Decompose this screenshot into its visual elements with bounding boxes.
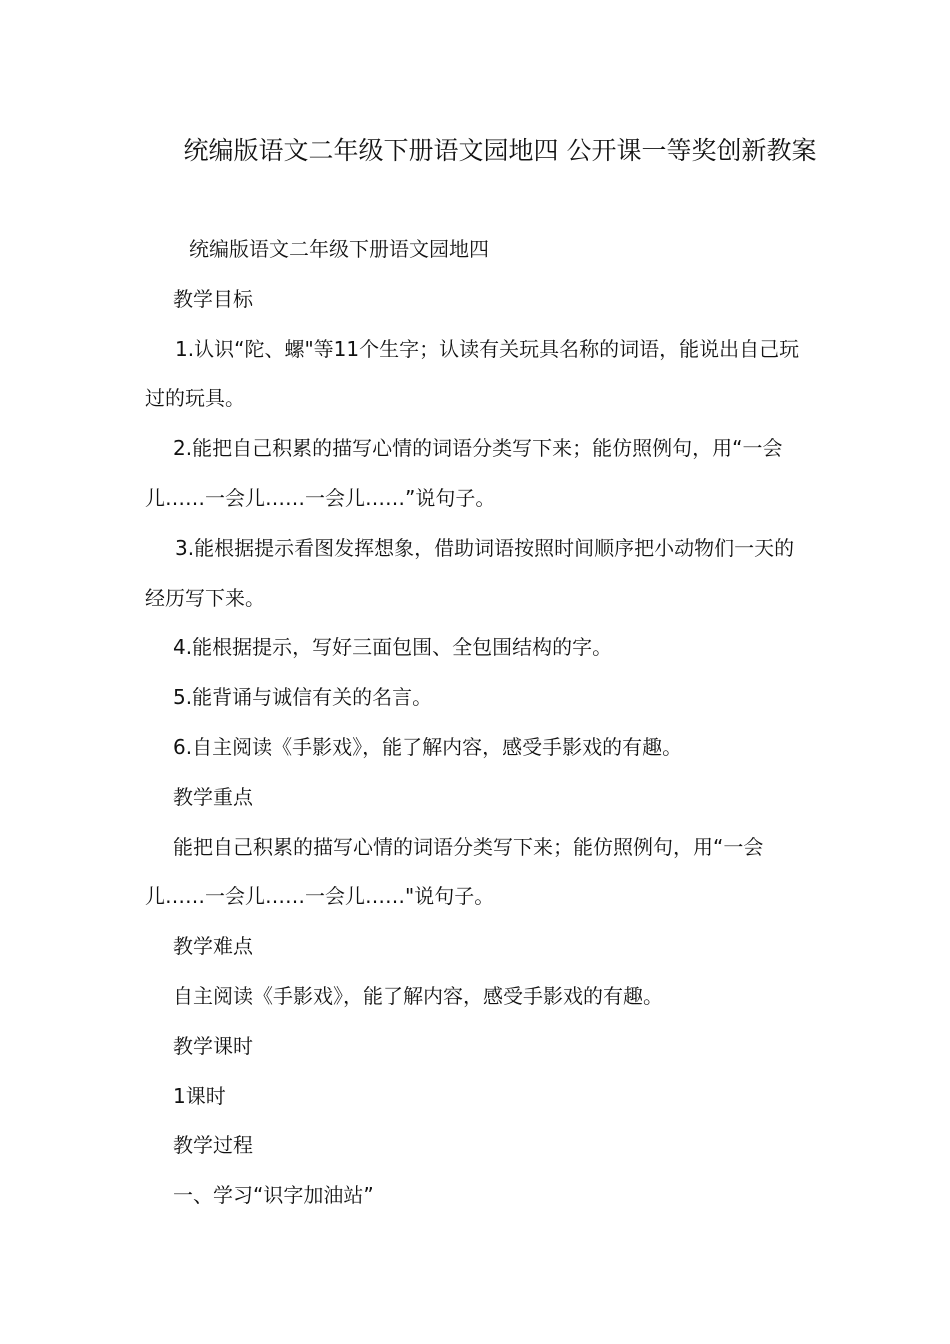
subtitle: 统编版语文二年级下册语文园地四 — [189, 237, 489, 261]
key-points-text: 能把自己积累的描写心情的词语分类写下来；能仿照例句，用“一会儿……一会儿……一会儿……"说句子。 — [145, 834, 764, 909]
section-heading-objectives: 教学目标 — [173, 286, 253, 311]
objective-3: 3.能根据提示看图发挥想象，借助词语按照时间顺序把小动物们一天的经历写下来。 — [145, 535, 795, 610]
objective-4: 4.能根据提示，写好三面包围、全包围结构的字。 — [173, 635, 613, 660]
section-heading-difficulties: 教学难点 — [173, 934, 253, 959]
periods-text: 1课时 — [173, 1083, 226, 1108]
section-heading-key-points: 教学重点 — [173, 784, 253, 809]
document-title: 统编版语文二年级下册语文园地四 公开课一等奖创新教案 — [183, 136, 817, 165]
document-body — [145, 225, 810, 1221]
objective-2: 2.能把自己积累的描写心情的词语分类写下来；能仿照例句，用“一会儿……一会儿……一会儿……”说句子。 — [145, 436, 783, 510]
section-heading-periods: 教学课时 — [173, 1033, 253, 1058]
objective-5: 5.能背诵与诚信有关的名言。 — [173, 685, 433, 710]
difficulties-text: 自主阅读《手影戏》，能了解内容，感受手影戏的有趣。 — [173, 983, 663, 1008]
objective-6: 6.自主阅读《手影戏》，能了解内容，感受手影戏的有趣。 — [173, 734, 683, 759]
objective-1: 1.认识“陀、螺"等11个生字；认读有关玩具名称的词语，能说出自己玩过的玩具。 — [145, 336, 800, 411]
process-step-1: 一、学习“识字加油站” — [173, 1183, 374, 1208]
section-heading-process: 教学过程 — [173, 1133, 253, 1158]
